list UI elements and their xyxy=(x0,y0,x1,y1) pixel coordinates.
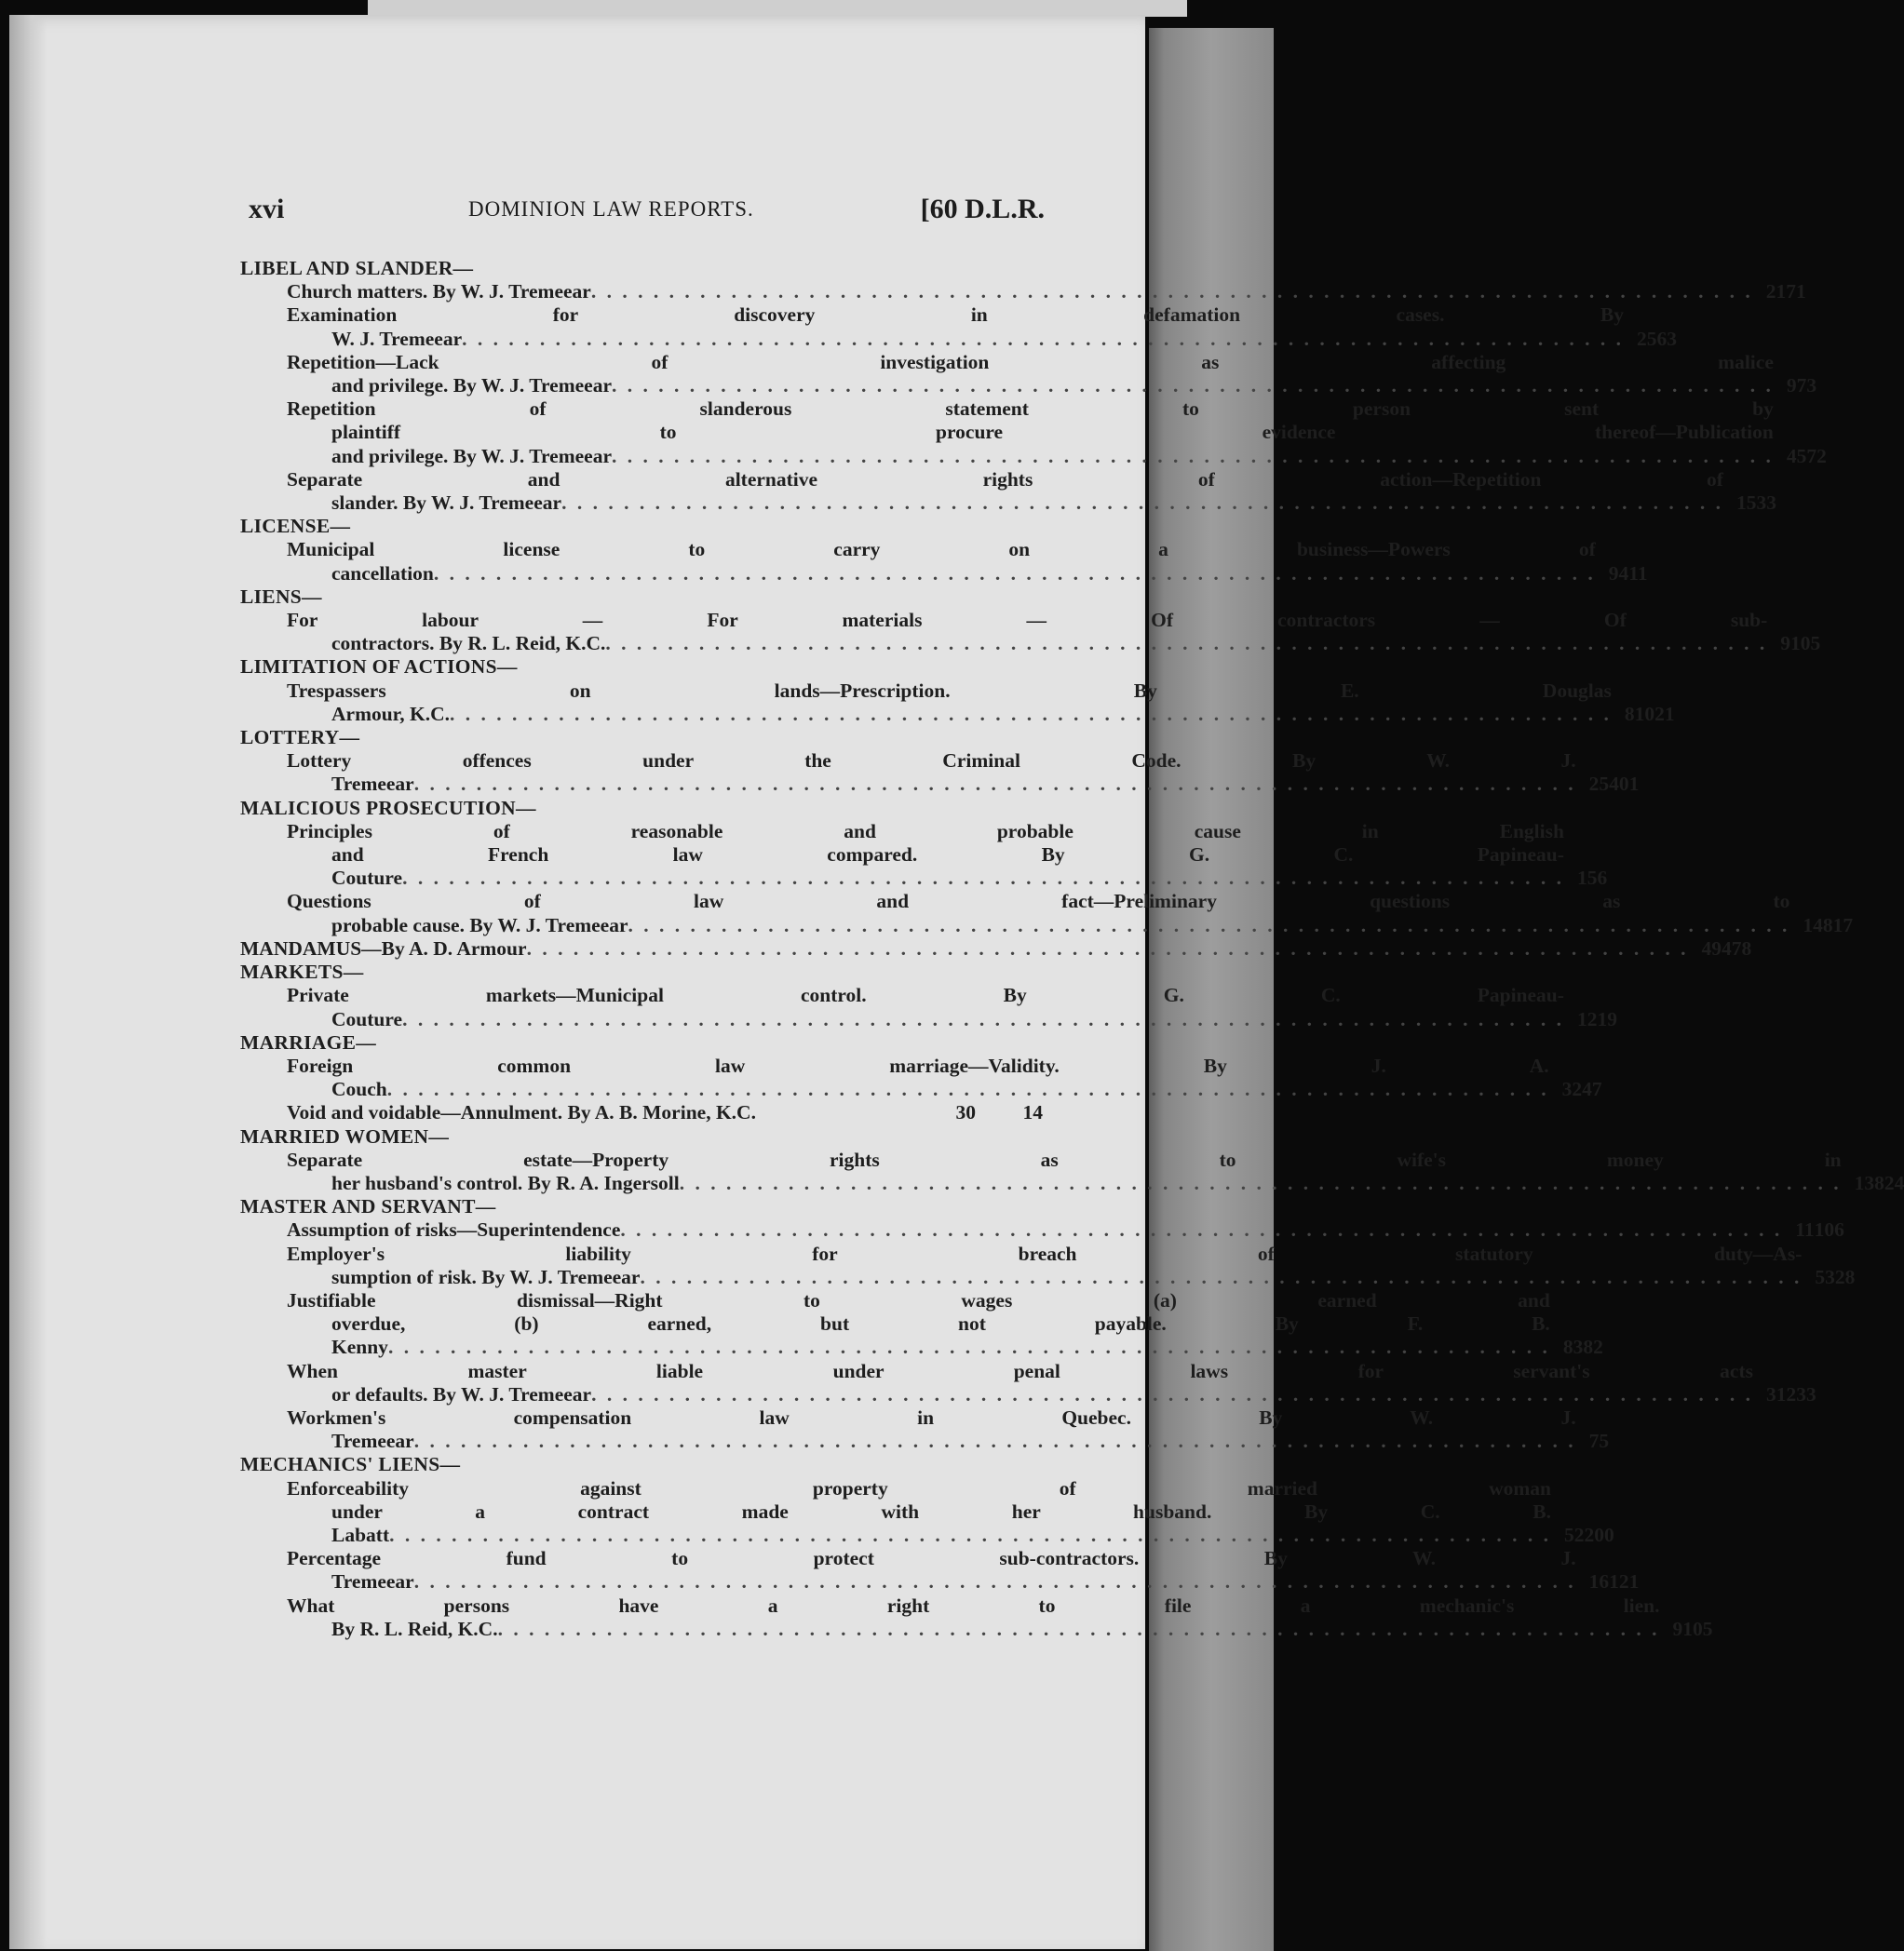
page-number-ref: 233 xyxy=(1786,1382,1816,1406)
volume-number: 16 xyxy=(1588,1570,1610,1594)
index-entry xyxy=(287,1594,1713,1641)
entry-author-line xyxy=(287,491,1723,515)
entry-author: or defaults. By W. J. Tremeear xyxy=(331,1382,592,1406)
page-number-ref: 106 xyxy=(1814,1218,1844,1242)
entry-author-line xyxy=(287,1266,1802,1289)
page-number-ref: 105 xyxy=(1682,1617,1713,1640)
heading-body xyxy=(240,937,1701,961)
entry-text xyxy=(287,1477,1564,1548)
entry-author: cancellation xyxy=(331,561,434,585)
page-number-ref: 411 xyxy=(1618,561,1648,585)
entry-author-line xyxy=(287,632,1767,655)
entry-author-line xyxy=(287,1172,1842,1195)
dot-leader: . . . . . . . . . . . . . . . . . . . . . . . . . . . . . . . . . . . . . . . . . . . . . . . . . . . . . . . . . . . . . . . . . . . . . . . . . . . xyxy=(402,1007,1564,1030)
entry-text xyxy=(287,1243,1815,1289)
volume-number: 9 xyxy=(1780,632,1791,655)
entry-author-line xyxy=(287,1078,1549,1101)
entry-text xyxy=(287,820,1577,891)
page-number-ref: 533 xyxy=(1746,491,1776,515)
page-gutter-shadow xyxy=(9,15,47,1949)
index-heading-row xyxy=(240,936,1752,961)
entry-text xyxy=(287,1406,1589,1453)
entry-author: Tremeear xyxy=(331,1570,414,1594)
volume-number: 11 xyxy=(1795,1218,1815,1242)
dot-leader: . . . . . . . . . . . . . . . . . . . . . . . . . . . . . . . . . . . . . . . . . . . . . . . . . . . . . . . . . . . . . . . . . . . . . . . . . . . xyxy=(612,374,1774,397)
index-entry xyxy=(287,538,1648,585)
dot-leader: . . . . . . . . . . . . . . . . . . . . . . . . . . . . . . . . . . . . . . . . . . . . . . . . . . . . . . . . . . . . . . . . . . . . . . . . . . . xyxy=(389,1523,1551,1546)
dot-leader: . . . . . . . . . . . . . . . . . . . . . . . . . . . . . . . . . . . . . . . . . . . . . . . . . . . . . . . . . . . . . . . . . . . . . . . . . . . xyxy=(605,632,1768,655)
index-entry xyxy=(287,1218,1844,1242)
page-number-ref: 247 xyxy=(1572,1078,1602,1101)
entry-author: sumption of risk. By W. J. Tremeear xyxy=(331,1265,641,1288)
volume-number: 7 xyxy=(1588,1430,1600,1453)
page-number-ref: 56 xyxy=(1587,867,1608,890)
entry-text xyxy=(287,1101,935,1124)
entry-title: Municipal license to carry on a business—Powers of xyxy=(287,538,1596,561)
index-heading: MASTER AND SERVANT— xyxy=(240,1195,496,1218)
index-heading: LICENSE— xyxy=(240,515,351,538)
entry-text xyxy=(287,1055,1562,1101)
entry-title: Repetition—Lack of investigation as affecting malice xyxy=(287,350,1774,373)
entry-author: probable cause. By W. J. Tremeear xyxy=(331,913,628,936)
entry-text xyxy=(287,749,1589,796)
volume-number: 30 xyxy=(955,1101,976,1124)
entry-title: Private markets—Municipal control. By G. C. Papineau- xyxy=(287,984,1564,1007)
index-heading: LIENS— xyxy=(240,585,322,608)
volume-number: 14 xyxy=(1803,913,1823,936)
page-number-ref: 328 xyxy=(1825,1265,1856,1288)
entry-author: Kenny xyxy=(331,1336,388,1359)
page-number-ref: 563 xyxy=(1646,327,1677,350)
page-number-ref: 401 xyxy=(1609,773,1640,796)
index-entry xyxy=(287,1148,1904,1195)
entry-text xyxy=(287,280,1766,303)
dot-leader: . . . . . . . . . . . . . . . . . . . . . . . . . . . . . . . . . . . . . . . . . . . . . . . . . . . . . . . . . . . . . . . . . . . . . . . . . . . xyxy=(590,280,1753,303)
index-heading: MANDAMUS—By A. D. Armour xyxy=(240,936,527,960)
entry-text xyxy=(287,1547,1589,1594)
entry-continuation: plaintiff to procure evidence thereof—Publication xyxy=(331,421,1774,444)
index-heading: LIBEL AND SLANDER— xyxy=(240,257,474,279)
entry-author: and privilege. By W. J. Tremeear xyxy=(331,374,612,397)
entry-text xyxy=(287,1360,1766,1406)
page-number-ref: 121 xyxy=(1609,1570,1640,1594)
entry-title: When master liable under penal laws for servant's acts xyxy=(287,1359,1753,1382)
volume-number: 52 xyxy=(1564,1523,1585,1546)
entry-title: Repetition of slanderous statement to person sent by xyxy=(287,397,1774,421)
dot-leader: . . . . . . . . . . . . . . . . . . . . . . . . . . . . . . . . . . . . . . . . . . . . . . . . . . . . . . . . . . . . . . . . . . . . . . . . . . . xyxy=(679,1171,1842,1194)
entry-author: By R. L. Reid, K.C. xyxy=(331,1617,498,1640)
entry-title: Lottery offences under the Criminal Code. By W. J. xyxy=(287,749,1576,773)
entry-author-line xyxy=(287,1336,1550,1359)
index-entry xyxy=(287,819,1608,891)
entry-author: Couch xyxy=(331,1078,387,1101)
page-number-ref: 824 xyxy=(1874,1171,1904,1194)
index-entry xyxy=(287,467,1776,515)
index-heading: MARKETS— xyxy=(240,961,364,984)
entry-text xyxy=(287,351,1787,397)
index-entry xyxy=(287,679,1675,726)
index-entry xyxy=(287,303,1677,350)
entry-title: Percentage fund to protect sub-contractors. By W. J. xyxy=(287,1547,1576,1570)
dot-leader: . . . . . . . . . . . . . . . . . . . . . . . . . . . . . . . . . . . . . . . . . . . . . . . . . . . . . . . . . . . . . . . . . . . . . . . . . . . xyxy=(497,1617,1660,1640)
entry-title: Church matters. By W. J. Tremeear xyxy=(287,280,591,303)
volume-number: 21 xyxy=(1765,280,1787,303)
page-number-ref: 71 xyxy=(1786,280,1806,303)
page-number-ref: 572 xyxy=(1796,444,1827,467)
entry-author-line xyxy=(287,1524,1551,1547)
entry-author-line xyxy=(287,374,1774,397)
page-number-ref: 382 xyxy=(1573,1336,1603,1359)
volume-number: 8 xyxy=(1562,1336,1573,1359)
entry-text xyxy=(287,1594,1672,1641)
entry-title: Separate and alternative rights of action—Repetition of xyxy=(287,467,1723,491)
index-heading: MARRIAGE— xyxy=(240,1030,377,1054)
index-entry xyxy=(287,984,1617,1030)
index-entry xyxy=(287,1101,1043,1124)
index-entry xyxy=(287,890,1854,936)
entry-title: Justifiable dismissal—Right to wages (a) earned and xyxy=(287,1288,1550,1312)
volume-number: 49 xyxy=(1701,936,1722,960)
entry-author-line xyxy=(287,1570,1576,1594)
entry-author-line xyxy=(287,1008,1564,1031)
entry-text xyxy=(287,397,1787,468)
page-number-ref: 478 xyxy=(1721,936,1752,960)
entry-continuation: overdue, (b) earned, but not payable. By F. B. xyxy=(331,1312,1550,1336)
volume-reference: [60 D.L.R. xyxy=(920,194,1045,224)
volume-number: 8 xyxy=(1624,702,1635,725)
entry-continuation: and French law compared. By G. C. Papineau- xyxy=(331,843,1564,867)
dot-leader: . . . . . . . . . . . . . . . . . . . . . . . . . . . . . . . . . . . . . . . . . . . . . . . . . . . . . . . . . . . . . . . . . . . . . . . . . . . xyxy=(561,491,1723,515)
entry-author-line xyxy=(287,703,1612,726)
dot-leader: . . . . . . . . . . . . . . . . . . . . . . . . . . . . . . . . . . . . . . . . . . . . . . . . . . . . . . . . . . . . . . . . . . . . . . . . . . . xyxy=(433,561,1596,585)
entry-title: What persons have a right to file a mechanic's lien. xyxy=(287,1594,1660,1617)
entry-author-line xyxy=(287,1430,1576,1453)
volume-number: 9 xyxy=(1786,374,1797,397)
entry-continuation: under a contract made with her husband. By C. B. xyxy=(331,1500,1551,1523)
index-entry xyxy=(287,1476,1614,1548)
page-number-ref: 219 xyxy=(1587,1007,1617,1030)
entry-title: Employer's liability for breach of statutory duty—As- xyxy=(287,1242,1803,1265)
volume-number: 9 xyxy=(1608,561,1619,585)
index-entry xyxy=(287,1054,1602,1101)
index-heading: LOTTERY— xyxy=(240,726,360,749)
index-entry xyxy=(287,749,1640,796)
index-entry xyxy=(287,1406,1610,1453)
volume-number: 3 xyxy=(1561,1078,1573,1101)
entry-author: Couture xyxy=(331,867,403,890)
entry-author-line xyxy=(287,1383,1753,1406)
entry-author: W. J. Tremeear xyxy=(331,327,463,350)
entry-author-line xyxy=(287,445,1774,468)
volume-number: 1 xyxy=(1576,1007,1587,1030)
entry-text xyxy=(287,303,1637,350)
entry-title: Principles of reasonable and probable cause in English xyxy=(287,819,1564,842)
index-entry xyxy=(287,1242,1856,1289)
volume-number: 1 xyxy=(1735,491,1747,515)
entry-title: Questions of law and fact—Preliminary questions as to xyxy=(287,890,1790,913)
volume-number: 5 xyxy=(1815,1265,1826,1288)
dot-leader: . . . . . . . . . . . . . . . . . . . . . . . . . . . . . . . . . . . . . . . . . . . . . . . . . . . . . . . . . . . . . . . . . . . . . . . . . . . xyxy=(591,1382,1753,1406)
entry-author: her husband's control. By R. A. Ingersoll xyxy=(331,1171,680,1194)
entry-line xyxy=(287,1101,922,1124)
entry-author: Tremeear xyxy=(331,1430,414,1453)
entry-title: Assumption of risks—Superintendence xyxy=(287,1218,621,1242)
page-number-ref: 817 xyxy=(1822,913,1854,936)
volume-number: 13 xyxy=(1854,1171,1875,1194)
entry-title: Foreign common law marriage—Validity. By J. A. xyxy=(287,1054,1549,1077)
entry-text xyxy=(287,609,1780,655)
page-number-ref: 14 xyxy=(1022,1101,1043,1124)
entry-text xyxy=(287,890,1803,936)
entry-author: slander. By W. J. Tremeear xyxy=(331,491,562,515)
volume-number: 4 xyxy=(1786,444,1797,467)
entry-title: Separate estate—Property rights as to wife's money in xyxy=(287,1148,1842,1171)
entry-author-line xyxy=(287,562,1596,585)
volume-number: 9 xyxy=(1672,1617,1683,1640)
dot-leader: . . . . . . . . . . . . . . . . . . . . . . . . . . . . . . . . . . . . . . . . . . . . . . . . . . . . . . . . . . . . . . . . . . . . . . . . . . . xyxy=(413,1570,1576,1594)
entry-text xyxy=(287,468,1736,515)
entry-author-line xyxy=(287,773,1576,796)
page-number-ref: 200 xyxy=(1584,1523,1614,1546)
index-entry xyxy=(287,1288,1603,1360)
dot-leader: . . . . . . . . . . . . . . . . . . . . . . . . . . . . . . . . . . . . . . . . . . . . . . . . . . . . . . . . . . . . . . . . . . . . . . . . . . . xyxy=(386,1078,1549,1101)
entry-author-line xyxy=(287,914,1789,937)
dot-leader: . . . . . . . . . . . . . . . . . . . . . . . . . . . . . . . . . . . . . . . . . . . . . . . . . . . . . . . . . . . . . . . . . . . . . . . . . . . xyxy=(450,702,1612,725)
page-number: xvi xyxy=(249,194,285,224)
volume-number: 25 xyxy=(1588,773,1610,796)
entry-author: Tremeear xyxy=(331,773,414,796)
entry-line xyxy=(287,1218,1782,1242)
dot-leader: . . . . . . . . . . . . . . . . . . . . . . . . . . . . . . . . . . . . . . . . . . . . . . . . . . . . . . . . . . . . . . . . . . . . . . . . . . . xyxy=(526,936,1689,960)
entry-text xyxy=(287,984,1577,1030)
volume-number: 31 xyxy=(1765,1382,1787,1406)
page-header xyxy=(249,194,1045,231)
index-heading: LIMITATION OF ACTIONS— xyxy=(240,655,518,679)
entry-author: contractors. By R. L. Reid, K.C. xyxy=(331,632,606,655)
dot-leader: . . . . . . . . . . . . . . . . . . . . . . . . . . . . . . . . . . . . . . . . . . . . . . . . . . . . . . . . . . . . . . . . . . . . . . . . . . . xyxy=(413,1430,1576,1453)
index-heading: MALICIOUS PROSECUTION— xyxy=(240,796,536,819)
dot-leader: . . . . . . . . . . . . . . . . . . . . . . . . . . . . . . . . . . . . . . . . . . . . . . . . . . . . . . . . . . . . . . . . . . . . . . . . . . . xyxy=(628,913,1790,936)
index-heading: MARRIED WOMEN— xyxy=(240,1124,450,1148)
page-number-ref: 73 xyxy=(1796,374,1817,397)
entry-author-line xyxy=(287,867,1564,890)
index-entry xyxy=(287,397,1827,468)
page-number-ref: 5 xyxy=(1599,1430,1610,1453)
index-entry xyxy=(287,1547,1640,1594)
entry-line xyxy=(287,280,1753,303)
dot-leader: . . . . . . . . . . . . . . . . . . . . . . . . . . . . . . . . . . . . . . . . . . . . . . . . . . . . . . . . . . . . . . . . . . . . . . . . . . . xyxy=(387,1336,1550,1359)
dot-leader: . . . . . . . . . . . . . . . . . . . . . . . . . . . . . . . . . . . . . . . . . . . . . . . . . . . . . . . . . . . . . . . . . . . . . . . . . . . xyxy=(620,1218,1783,1242)
entry-title: Examination for discovery in defamation cases. By xyxy=(287,303,1624,327)
entry-text xyxy=(287,1289,1563,1360)
index-entry xyxy=(287,1359,1816,1406)
entry-title: Enforceability against property of married woman xyxy=(287,1476,1551,1500)
page-number-ref: 1021 xyxy=(1634,702,1675,725)
index-entry xyxy=(287,280,1806,303)
entry-title: Workmen's compensation law in Quebec. By W. J. xyxy=(287,1406,1576,1429)
entry-text xyxy=(287,679,1625,726)
index-entry xyxy=(287,350,1817,397)
subject-index xyxy=(240,257,1904,1641)
dot-leader: . . . . . . . . . . . . . . . . . . . . . . . . . . . . . . . . . . . . . . . . . . . . . . . . . . . . . . . . . . . . . . . . . . . . . . . . . . . xyxy=(640,1265,1803,1288)
volume-number: 1 xyxy=(1576,867,1587,890)
dot-leader: . . . . . . . . . . . . . . . . . . . . . . . . . . . . . . . . . . . . . . . . . . . . . . . . . . . . . . . . . . . . . . . . . . . . . . . . . . . xyxy=(413,773,1576,796)
running-title: DOMINION LAW REPORTS. xyxy=(468,197,754,221)
entry-author: and privilege. By W. J. Tremeear xyxy=(331,444,612,467)
index-heading: MECHANICS' LIENS— xyxy=(240,1453,461,1476)
entry-author: Couture xyxy=(331,1007,403,1030)
entry-text xyxy=(287,1149,1855,1195)
index-entry xyxy=(287,609,1821,655)
volume-number: 2 xyxy=(1637,327,1647,350)
dot-leader: . . . . . . . . . . . . . . . . . . . . . . . . . . . . . . . . . . . . . . . . . . . . . . . . . . . . . . . . . . . . . . . . . . . . . . . . . . . xyxy=(402,867,1564,890)
entry-author-line xyxy=(287,328,1624,351)
dot-leader: . . . . . . . . . . . . . . . . . . . . . . . . . . . . . . . . . . . . . . . . . . . . . . . . . . . . . . . . . . . . . . . . . . . . . . . . . . . xyxy=(612,444,1774,467)
entry-author: Labatt xyxy=(331,1523,390,1546)
entry-title: Void and voidable—Annulment. By A. B. Morine, K.C. xyxy=(287,1101,756,1124)
entry-author-line xyxy=(287,1618,1659,1641)
page-number-ref: 105 xyxy=(1790,632,1821,655)
entry-text xyxy=(287,1218,1795,1242)
entry-author: Armour, K.C. xyxy=(331,702,451,725)
entry-title: For labour — For materials — Of contractors — Of sub- xyxy=(287,609,1768,632)
entry-title: Trespassers on lands—Prescription. By E. Douglas xyxy=(287,679,1612,702)
dot-leader: . . . . . . . . . . . . . . . . . . . . . . . . . . . . . . . . . . . . . . . . . . . . . . . . . . . . . . . . . . . . . . . . . . . . . . . . . . . xyxy=(462,327,1624,350)
entry-text xyxy=(287,538,1609,585)
